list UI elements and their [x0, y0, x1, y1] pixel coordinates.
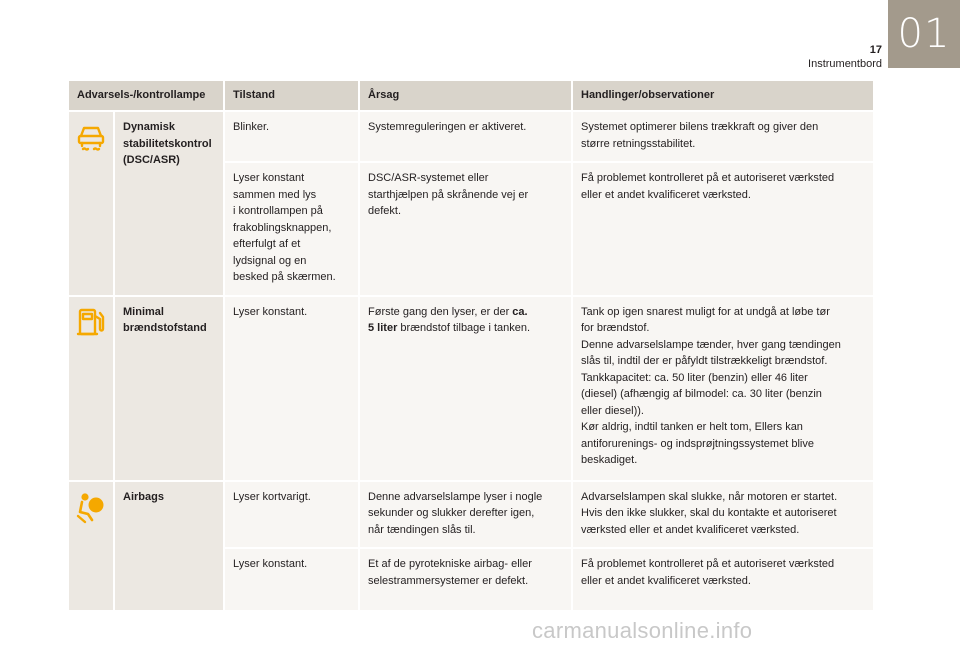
header-state: Tilstand [224, 81, 359, 111]
warning-lamp-table [69, 81, 873, 610]
chapter-number: 01 [897, 11, 951, 57]
header-action: Handlinger/observationer [572, 81, 873, 111]
state-cell: Lyser kortvarigt. [224, 481, 359, 549]
action-cell: Få problemet kontrolleret på et autoriseret værksted eller et andet kvalificeret værksted. [572, 548, 873, 610]
page-number: 17 [869, 44, 882, 56]
table-row [69, 481, 873, 549]
table-row [69, 296, 873, 481]
lamp-icon-cell [69, 111, 114, 296]
state-cell: Lyser konstant sammen med lys i kontrollampen på frakoblingsknappen, efterfulgt af et lydsignal og en besked på skærmen. [224, 162, 359, 296]
dsc-asr-skid-icon [74, 120, 108, 154]
state-cell: Lyser konstant. [224, 548, 359, 610]
table-row [69, 111, 873, 162]
cause-cell: Denne advarselslampe lyser i nogle sekunder og slukker derefter igen, når tændingen slås til. [359, 481, 572, 549]
chapter-tab [888, 0, 960, 68]
state-cell: Blinker. [224, 111, 359, 162]
lamp-name: Dynamisk stabilitetskontrol (DSC/ASR) [114, 111, 224, 296]
lamp-icon-cell [69, 296, 114, 481]
airbag-icon [74, 490, 108, 524]
action-cell: Få problemet kontrolleret på et autoriseret værksted eller et andet kvalificeret værksted. [572, 162, 873, 296]
lamp-name: Minimal brændstofstand [114, 296, 224, 481]
fuel-pump-icon [74, 305, 108, 339]
action-cell: Advarselslampen skal slukke, når motoren er startet. Hvis den ikke slukker, skal du kontakte et autoriseret værksted eller et andet kvalificeret værksted. [572, 481, 873, 549]
lamp-icon-cell [69, 481, 114, 611]
cause-cell: Første gang den lyser, er der ca. 5 liter brændstof tilbage i tanken. [359, 296, 572, 481]
watermark: carmanualsonline.info [532, 618, 753, 643]
cause-cell: Et af de pyrotekniske airbag- eller selestrammersystemer er defekt. [359, 548, 572, 610]
chapter-title: Instrumentbord [808, 58, 882, 70]
lamp-name: Airbags [114, 481, 224, 611]
action-cell: Tank op igen snarest muligt for at undgå at løbe tør for brændstof. Denne advarselslampe tænder, hver gang tændingen slås til, indtil der er påfyldt tilstrækkeligt brændstof. Tankkapacitet: ca. 50 liter (benzin) eller 46 liter (diesel) (afhængig af bilmodel: ca. 30 liter (benzin eller diesel)). Kør aldrig, indtil tanken er helt tom, Ellers kan antiforurenings- og indsprøjtningssystemet blive beskadiget. [572, 296, 873, 481]
header-cause: Årsag [359, 81, 572, 111]
header-lamp: Advarsels-/kontrollampe [69, 81, 224, 111]
cause-cell: DSC/ASR-systemet eller starthjælpen på skrånende vej er defekt. [359, 162, 572, 296]
state-cell: Lyser konstant. [224, 296, 359, 481]
action-cell: Systemet optimerer bilens trækkraft og giver den større retningsstabilitet. [572, 111, 873, 162]
cause-cell: Systemreguleringen er aktiveret. [359, 111, 572, 162]
table-header-row [69, 81, 873, 111]
